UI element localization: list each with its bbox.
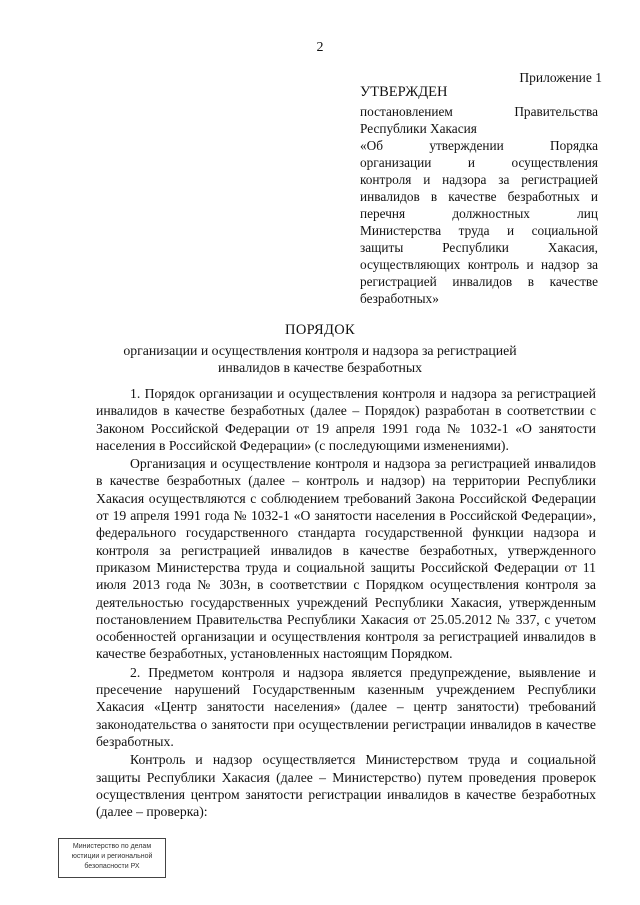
approval-line: Министерства труда и социальной (360, 223, 598, 238)
approval-line: осуществляющих контроль и надзор за (360, 257, 598, 272)
approval-block (360, 84, 598, 307)
paragraph: Организация и осуществление контроля и надзора за регистрацией инвалидов в качестве безработных (далее – контроль и надзор) на территории Республики Хакасия осуществляются с соблюдением требований Закона Российской Федерации от 19 апреля 1991 года № 1032-1 «О занятости населения в Российской Федерации», федерального государственного стандарта государственной функции надзора и контроля за регистрацией инвалидов в качестве безработных, утвержденного приказом Министерства труда и социальной защиты Российской Федерации от 11 июля 2013 года № 303н, в соответствии с Порядком осуществления контроля за деятельностью государственных учреждений Республики Хакасия, утвержденным постановлением Правительства Республики Хакасия от 25.05.2012 № 337, с учетом особенностей организации и осуществления контроля за регистрацией инвалидов в качестве безработных, установленных настоящим Порядком. (96, 456, 596, 662)
approval-line: Республики Хакасия (360, 121, 477, 136)
approval-line: постановлением Правительства (360, 104, 598, 119)
page-number: 2 (316, 40, 324, 55)
approval-line: регистрацией инвалидов в качестве (360, 274, 598, 289)
document-subtitle: организации и осуществления контроля и надзора за регистрацией инвалидов в качестве безработных (123, 343, 517, 375)
approval-line: «Об утверждении Порядка (360, 138, 598, 153)
approval-line: организации и осуществления (360, 155, 598, 170)
approval-line: контроля и надзора за регистрацией (360, 172, 598, 187)
approval-line: защиты Республики Хакасия, (360, 240, 598, 255)
stamp-line: Министерство по делам (72, 843, 152, 850)
stamp-line: юстиции и региональной (71, 853, 153, 860)
stamp-line: безопасности РХ (84, 863, 140, 870)
document-body (96, 385, 596, 821)
approval-line: безработных» (360, 291, 439, 306)
registration-stamp (58, 838, 166, 878)
paragraph: 2. Предметом контроля и надзора является предупреждение, выявление и пресечение нарушений Государственным казенным учреждением Республики Хакасия «Центр занятости населения» (далее – центр занятости) требований законодательства о занятости при осуществлении регистрации инвалидов в качестве безработных. (96, 664, 596, 749)
appendix-label: Приложение 1 (519, 70, 602, 85)
approval-line: инвалидов в качестве безработных и (360, 189, 598, 204)
paragraph: Контроль и надзор осуществляется Министерством труда и социальной защиты Республики Хакасия (далее – Министерство) путем проведения проверок осуществления центром занятости регистрации инвалидов в качестве безработных (далее – проверка): (96, 752, 596, 820)
approval-line: перечня должностных лиц (360, 206, 598, 221)
approval-heading: УТВЕРЖДЕН (360, 84, 448, 100)
paragraph: 1. Порядок организации и осуществления контроля и надзора за регистрацией инвалидов в качестве безработных (далее – Порядок) разработан в соответствии с Законом Российской Федерации от 19 апреля 1991 года № 1032-1 «О занятости населения в Российской Федерации» (с последующими изменениями). (96, 386, 596, 453)
document-title: ПОРЯДОК (285, 322, 355, 338)
